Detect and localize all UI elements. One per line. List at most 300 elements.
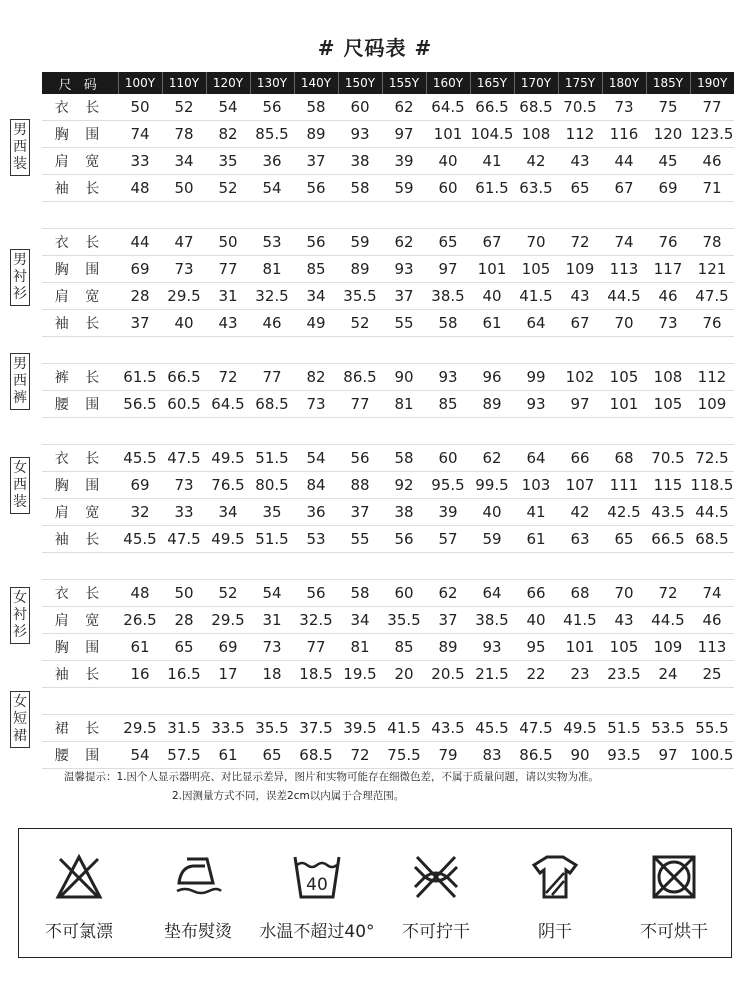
- spacer-cell: [206, 553, 250, 580]
- size-value-cell: 29.5: [118, 715, 162, 742]
- size-value-cell: 53.5: [646, 715, 690, 742]
- spacer-cell: [470, 202, 514, 229]
- size-value-cell: 32: [118, 499, 162, 526]
- header-size-cell: 100Y: [118, 72, 162, 94]
- spacer-cell: [294, 418, 338, 445]
- size-value-cell: 75: [646, 94, 690, 121]
- size-value-cell: 85.5: [250, 121, 294, 148]
- size-value-cell: 118.5: [690, 472, 734, 499]
- size-value-cell: 29.5: [206, 607, 250, 634]
- spacer-cell: [338, 688, 382, 715]
- spacer-cell: [646, 418, 690, 445]
- size-value-cell: 46: [690, 607, 734, 634]
- size-value-cell: 44.5: [646, 607, 690, 634]
- spacer-cell: [250, 202, 294, 229]
- size-value-cell: 97: [382, 121, 426, 148]
- size-value-cell: 50: [162, 580, 206, 607]
- measurement-label: 胸 围: [42, 472, 118, 499]
- size-value-cell: 72: [206, 364, 250, 391]
- size-value-cell: 77: [690, 94, 734, 121]
- size-value-cell: 81: [250, 256, 294, 283]
- spacer-cell: [338, 337, 382, 364]
- size-value-cell: 41.5: [382, 715, 426, 742]
- size-value-cell: 35.5: [382, 607, 426, 634]
- size-value-cell: 55: [338, 526, 382, 553]
- spacer-cell: [338, 553, 382, 580]
- spacer-cell: [162, 337, 206, 364]
- spacer-cell: [162, 418, 206, 445]
- size-value-cell: 63: [558, 526, 602, 553]
- spacer-cell: [470, 688, 514, 715]
- size-value-cell: 68.5: [250, 391, 294, 418]
- size-value-cell: 67: [558, 310, 602, 337]
- size-value-cell: 53: [294, 526, 338, 553]
- size-value-cell: 75.5: [382, 742, 426, 769]
- size-chart-table: [42, 72, 734, 769]
- group-spacer: [42, 337, 734, 364]
- care-label: 不可烘干: [640, 922, 708, 942]
- size-value-cell: 116: [602, 121, 646, 148]
- size-value-cell: 54: [206, 94, 250, 121]
- size-value-cell: 59: [470, 526, 514, 553]
- size-value-cell: 20: [382, 661, 426, 688]
- size-value-cell: 73: [294, 391, 338, 418]
- size-value-cell: 49.5: [206, 445, 250, 472]
- size-value-cell: 35: [250, 499, 294, 526]
- size-value-cell: 41.5: [514, 283, 558, 310]
- size-value-cell: 37: [118, 310, 162, 337]
- size-value-cell: 34: [294, 283, 338, 310]
- header-size-cell: 180Y: [602, 72, 646, 94]
- size-value-cell: 93: [338, 121, 382, 148]
- size-value-cell: 61.5: [470, 175, 514, 202]
- size-value-cell: 54: [294, 445, 338, 472]
- size-value-cell: 42.5: [602, 499, 646, 526]
- size-value-cell: 77: [294, 634, 338, 661]
- size-value-cell: 88: [338, 472, 382, 499]
- group-spacer: [42, 688, 734, 715]
- spacer-cell: [294, 553, 338, 580]
- table-row: [42, 94, 734, 121]
- size-value-cell: 99.5: [470, 472, 514, 499]
- measurement-label: 衣 长: [42, 94, 118, 121]
- size-value-cell: 74: [118, 121, 162, 148]
- size-value-cell: 19.5: [338, 661, 382, 688]
- spacer-cell: [206, 202, 250, 229]
- tips-note: [64, 768, 599, 806]
- spacer-cell: [162, 202, 206, 229]
- size-value-cell: 86.5: [514, 742, 558, 769]
- spacer-cell: [602, 337, 646, 364]
- size-value-cell: 109: [646, 634, 690, 661]
- size-value-cell: 37: [338, 499, 382, 526]
- size-value-cell: 85: [426, 391, 470, 418]
- header-size-cell: 160Y: [426, 72, 470, 94]
- size-value-cell: 34: [206, 499, 250, 526]
- size-value-cell: 47.5: [690, 283, 734, 310]
- size-value-cell: 54: [118, 742, 162, 769]
- size-value-cell: 31: [250, 607, 294, 634]
- size-value-cell: 37: [294, 148, 338, 175]
- size-value-cell: 34: [338, 607, 382, 634]
- spacer-cell: [382, 337, 426, 364]
- size-value-cell: 74: [690, 580, 734, 607]
- size-value-cell: 64: [470, 580, 514, 607]
- size-value-cell: 52: [206, 175, 250, 202]
- spacer-cell: [690, 553, 734, 580]
- size-value-cell: 50: [162, 175, 206, 202]
- size-value-cell: 66: [514, 580, 558, 607]
- size-value-cell: 44: [602, 148, 646, 175]
- size-value-cell: 69: [118, 472, 162, 499]
- spacer-cell: [690, 202, 734, 229]
- spacer-cell: [294, 688, 338, 715]
- size-value-cell: 40: [514, 607, 558, 634]
- size-value-cell: 121: [690, 256, 734, 283]
- size-value-cell: 56: [294, 175, 338, 202]
- table-row: [42, 391, 734, 418]
- size-value-cell: 78: [162, 121, 206, 148]
- size-value-cell: 62: [382, 94, 426, 121]
- size-value-cell: 89: [470, 391, 514, 418]
- size-value-cell: 61.5: [118, 364, 162, 391]
- size-value-cell: 26.5: [118, 607, 162, 634]
- size-value-cell: 69: [118, 256, 162, 283]
- size-value-cell: 97: [646, 742, 690, 769]
- header-size-cell: 140Y: [294, 72, 338, 94]
- size-value-cell: 82: [294, 364, 338, 391]
- size-value-cell: 40: [162, 310, 206, 337]
- size-value-cell: 58: [294, 94, 338, 121]
- size-value-cell: 28: [118, 283, 162, 310]
- size-value-cell: 83: [470, 742, 514, 769]
- spacer-cell: [162, 553, 206, 580]
- size-value-cell: 62: [470, 445, 514, 472]
- size-value-cell: 107: [558, 472, 602, 499]
- size-value-cell: 92: [382, 472, 426, 499]
- size-value-cell: 72: [646, 580, 690, 607]
- spacer-cell: [690, 688, 734, 715]
- spacer-cell: [42, 337, 118, 364]
- size-value-cell: 69: [646, 175, 690, 202]
- size-value-cell: 68: [602, 445, 646, 472]
- measurement-label: 衣 长: [42, 580, 118, 607]
- size-value-cell: 56: [294, 229, 338, 256]
- size-value-cell: 42: [558, 499, 602, 526]
- spacer-cell: [118, 688, 162, 715]
- size-value-cell: 33.5: [206, 715, 250, 742]
- size-value-cell: 38: [338, 148, 382, 175]
- size-value-cell: 21.5: [470, 661, 514, 688]
- size-value-cell: 108: [646, 364, 690, 391]
- size-value-cell: 70.5: [646, 445, 690, 472]
- size-value-cell: 60.5: [162, 391, 206, 418]
- size-value-cell: 93: [470, 634, 514, 661]
- size-value-cell: 66.5: [162, 364, 206, 391]
- size-value-cell: 35.5: [338, 283, 382, 310]
- size-value-cell: 65: [558, 175, 602, 202]
- size-value-cell: 77: [338, 391, 382, 418]
- spacer-cell: [250, 553, 294, 580]
- category-label: 女衬衫: [10, 587, 30, 644]
- size-value-cell: 38.5: [426, 283, 470, 310]
- iron-with-cloth-icon: [173, 853, 223, 901]
- spacer-cell: [382, 418, 426, 445]
- spacer-cell: [206, 688, 250, 715]
- size-value-cell: 32.5: [294, 607, 338, 634]
- size-value-cell: 54: [250, 580, 294, 607]
- size-value-cell: 84: [294, 472, 338, 499]
- measurement-label: 袖 长: [42, 526, 118, 553]
- size-value-cell: 18.5: [294, 661, 338, 688]
- spacer-cell: [426, 337, 470, 364]
- size-value-cell: 72: [558, 229, 602, 256]
- category-label: 女西装: [10, 457, 30, 514]
- size-value-cell: 33: [118, 148, 162, 175]
- measurement-label: 衣 长: [42, 445, 118, 472]
- table-row: [42, 121, 734, 148]
- size-value-cell: 80.5: [250, 472, 294, 499]
- size-value-cell: 89: [426, 634, 470, 661]
- size-value-cell: 112: [558, 121, 602, 148]
- spacer-cell: [602, 688, 646, 715]
- size-value-cell: 105: [602, 364, 646, 391]
- spacer-cell: [690, 418, 734, 445]
- size-value-cell: 60: [426, 445, 470, 472]
- size-value-cell: 61: [206, 742, 250, 769]
- size-value-cell: 64: [514, 445, 558, 472]
- spacer-cell: [250, 418, 294, 445]
- category-label: 女短裙: [10, 691, 30, 748]
- size-value-cell: 39: [426, 499, 470, 526]
- size-value-cell: 96: [470, 364, 514, 391]
- size-value-cell: 48: [118, 175, 162, 202]
- size-value-cell: 68: [558, 580, 602, 607]
- header-size-cell: 165Y: [470, 72, 514, 94]
- measurement-label: 胸 围: [42, 121, 118, 148]
- size-value-cell: 120: [646, 121, 690, 148]
- size-value-cell: 65: [162, 634, 206, 661]
- size-value-cell: 33: [162, 499, 206, 526]
- size-value-cell: 64.5: [426, 94, 470, 121]
- size-value-cell: 31.5: [162, 715, 206, 742]
- size-value-cell: 48: [118, 580, 162, 607]
- size-value-cell: 35.5: [250, 715, 294, 742]
- spacer-cell: [206, 418, 250, 445]
- measurement-label: 腰 围: [42, 391, 118, 418]
- size-value-cell: 65: [602, 526, 646, 553]
- spacer-cell: [602, 553, 646, 580]
- size-value-cell: 59: [382, 175, 426, 202]
- size-value-cell: 93: [426, 364, 470, 391]
- spacer-cell: [558, 553, 602, 580]
- size-value-cell: 104.5: [470, 121, 514, 148]
- table-row: [42, 661, 734, 688]
- size-value-cell: 53: [250, 229, 294, 256]
- spacer-cell: [42, 418, 118, 445]
- spacer-cell: [338, 202, 382, 229]
- size-value-cell: 62: [382, 229, 426, 256]
- spacer-cell: [42, 688, 118, 715]
- size-value-cell: 72: [338, 742, 382, 769]
- size-value-cell: 24: [646, 661, 690, 688]
- spacer-cell: [294, 202, 338, 229]
- spacer-cell: [558, 337, 602, 364]
- size-value-cell: 44: [118, 229, 162, 256]
- measurement-label: 裤 长: [42, 364, 118, 391]
- size-value-cell: 103: [514, 472, 558, 499]
- header-size-cell: 175Y: [558, 72, 602, 94]
- size-value-cell: 105: [602, 634, 646, 661]
- size-value-cell: 105: [514, 256, 558, 283]
- size-value-cell: 62: [426, 580, 470, 607]
- spacer-cell: [514, 688, 558, 715]
- group-spacer: [42, 418, 734, 445]
- size-value-cell: 18: [250, 661, 294, 688]
- spacer-cell: [382, 202, 426, 229]
- header-size-cell: 170Y: [514, 72, 558, 94]
- table-row: [42, 175, 734, 202]
- spacer-cell: [646, 553, 690, 580]
- size-value-cell: 49.5: [206, 526, 250, 553]
- size-value-cell: 35: [206, 148, 250, 175]
- size-value-cell: 16: [118, 661, 162, 688]
- header-size-cell: 110Y: [162, 72, 206, 94]
- spacer-cell: [602, 202, 646, 229]
- size-value-cell: 61: [514, 526, 558, 553]
- size-value-cell: 73: [162, 472, 206, 499]
- size-value-cell: 76: [646, 229, 690, 256]
- size-value-cell: 56: [250, 94, 294, 121]
- size-value-cell: 85: [382, 634, 426, 661]
- header-row: [42, 72, 734, 94]
- category-label: 男西装: [10, 119, 30, 176]
- spacer-cell: [470, 418, 514, 445]
- size-value-cell: 68.5: [294, 742, 338, 769]
- size-value-cell: 20.5: [426, 661, 470, 688]
- size-value-cell: 60: [426, 175, 470, 202]
- size-value-cell: 41: [514, 499, 558, 526]
- size-value-cell: 43: [602, 607, 646, 634]
- size-value-cell: 56.5: [118, 391, 162, 418]
- spacer-cell: [382, 553, 426, 580]
- size-value-cell: 51.5: [250, 526, 294, 553]
- table-row: [42, 607, 734, 634]
- size-value-cell: 57.5: [162, 742, 206, 769]
- header-size-label: 尺 码: [42, 72, 118, 94]
- size-value-cell: 113: [602, 256, 646, 283]
- size-value-cell: 41: [470, 148, 514, 175]
- size-value-cell: 16.5: [162, 661, 206, 688]
- spacer-cell: [426, 553, 470, 580]
- size-value-cell: 105: [646, 391, 690, 418]
- size-value-cell: 45: [646, 148, 690, 175]
- size-value-cell: 109: [558, 256, 602, 283]
- table-row: [42, 715, 734, 742]
- care-label: 不可氯漂: [45, 922, 113, 942]
- spacer-cell: [42, 202, 118, 229]
- size-value-cell: 28: [162, 607, 206, 634]
- size-value-cell: 23.5: [602, 661, 646, 688]
- table-row: [42, 445, 734, 472]
- size-value-cell: 31: [206, 283, 250, 310]
- care-label: 水温不超过40°: [259, 922, 375, 942]
- size-value-cell: 76: [690, 310, 734, 337]
- measurement-label: 衣 长: [42, 229, 118, 256]
- size-value-cell: 58: [338, 175, 382, 202]
- size-value-cell: 73: [162, 256, 206, 283]
- spacer-cell: [646, 202, 690, 229]
- size-value-cell: 55: [382, 310, 426, 337]
- header-size-cell: 120Y: [206, 72, 250, 94]
- size-value-cell: 29.5: [162, 283, 206, 310]
- size-value-cell: 45.5: [118, 445, 162, 472]
- size-value-cell: 49.5: [558, 715, 602, 742]
- size-value-cell: 51.5: [250, 445, 294, 472]
- size-value-cell: 47: [162, 229, 206, 256]
- size-value-cell: 44.5: [690, 499, 734, 526]
- size-value-cell: 77: [250, 364, 294, 391]
- tip-line-1: 温馨提示：1.因个人显示器明亮、对比显示差异，图片和实物可能存在细微色差，不属于质量问题，请以实物为准。: [64, 771, 600, 783]
- size-value-cell: 76.5: [206, 472, 250, 499]
- size-value-cell: 69: [206, 634, 250, 661]
- size-value-cell: 56: [382, 526, 426, 553]
- header-size-cell: 130Y: [250, 72, 294, 94]
- page-title: # 尺码表 #: [317, 36, 433, 60]
- size-value-cell: 50: [118, 94, 162, 121]
- wash-40-icon: [292, 853, 342, 901]
- size-value-cell: 99: [514, 364, 558, 391]
- size-value-cell: 70.5: [558, 94, 602, 121]
- table-row: [42, 499, 734, 526]
- measurement-label: 袖 长: [42, 661, 118, 688]
- size-value-cell: 37: [382, 283, 426, 310]
- size-value-cell: 71: [690, 175, 734, 202]
- care-label: 垫布熨烫: [164, 922, 232, 942]
- table-row: [42, 310, 734, 337]
- size-value-cell: 81: [382, 391, 426, 418]
- size-value-cell: 42: [514, 148, 558, 175]
- size-value-cell: 43: [206, 310, 250, 337]
- size-value-cell: 45.5: [470, 715, 514, 742]
- size-value-cell: 70: [514, 229, 558, 256]
- size-value-cell: 32.5: [250, 283, 294, 310]
- spacer-cell: [470, 553, 514, 580]
- size-value-cell: 109: [690, 391, 734, 418]
- wash-temp-badge: 40: [306, 875, 328, 895]
- size-value-cell: 50: [206, 229, 250, 256]
- table-row: [42, 148, 734, 175]
- spacer-cell: [558, 688, 602, 715]
- spacer-cell: [118, 418, 162, 445]
- size-value-cell: 64: [514, 310, 558, 337]
- table-row: [42, 634, 734, 661]
- size-value-cell: 90: [382, 364, 426, 391]
- size-value-cell: 58: [426, 310, 470, 337]
- size-value-cell: 95: [514, 634, 558, 661]
- size-value-cell: 44.5: [602, 283, 646, 310]
- measurement-label: 胸 围: [42, 634, 118, 661]
- table-row: [42, 580, 734, 607]
- measurement-label: 肩 宽: [42, 607, 118, 634]
- size-value-cell: 38: [382, 499, 426, 526]
- spacer-cell: [206, 337, 250, 364]
- size-value-cell: 66.5: [470, 94, 514, 121]
- size-value-cell: 39: [382, 148, 426, 175]
- care-instructions-panel: [18, 828, 732, 958]
- size-value-cell: 112: [690, 364, 734, 391]
- header-size-cell: 155Y: [382, 72, 426, 94]
